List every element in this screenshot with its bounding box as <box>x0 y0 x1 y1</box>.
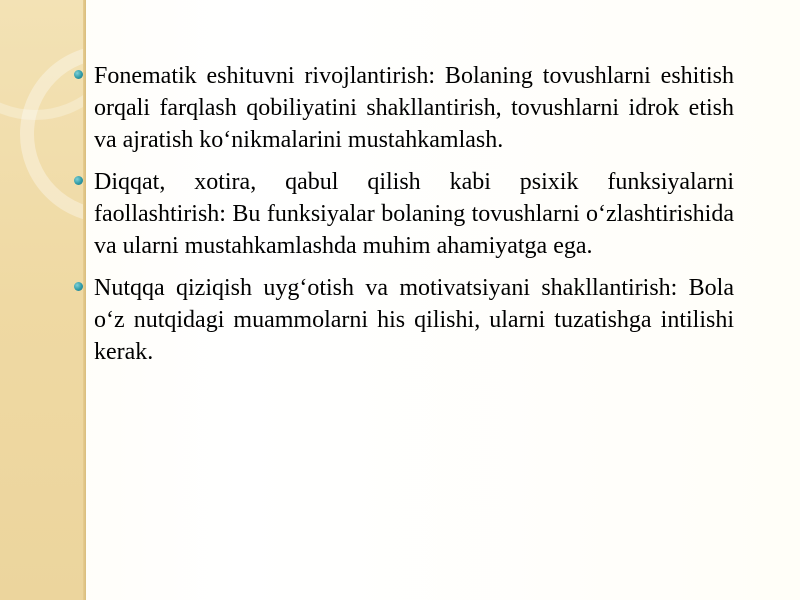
slide-content <box>72 60 734 378</box>
teal-dot-icon <box>74 176 83 185</box>
bullet-text: Fonematik eshituvni rivojlantirish: Bolaning tovushlarni eshitish orqali farqlash qobiliyatini shakllantirish, tovushlarni idrok etish va ajratish ko‘nikmalarini mustahkamlash. <box>94 63 734 153</box>
bullet-item <box>72 60 734 156</box>
bullet-text: Nutqqa qiziqish uyg‘otish va motivatsiyani shakllantirish: Bola o‘z nutqidagi muammolarni his qilishi, ularni tuzatishga intilishi kerak. <box>94 275 734 365</box>
bullet-item <box>72 272 734 368</box>
bullet-list <box>72 60 734 368</box>
teal-dot-icon <box>74 70 83 79</box>
teal-dot-icon <box>74 282 83 291</box>
bullet-item <box>72 166 734 262</box>
bullet-text: Diqqat, xotira, qabul qilish kabi psixik funksiyalarni faollashtirish: Bu funksiyalar bolaning tovushlarni o‘zlashtirishida va ularni mustahkamlashda muhim ahamiyatga ega. <box>94 169 734 259</box>
